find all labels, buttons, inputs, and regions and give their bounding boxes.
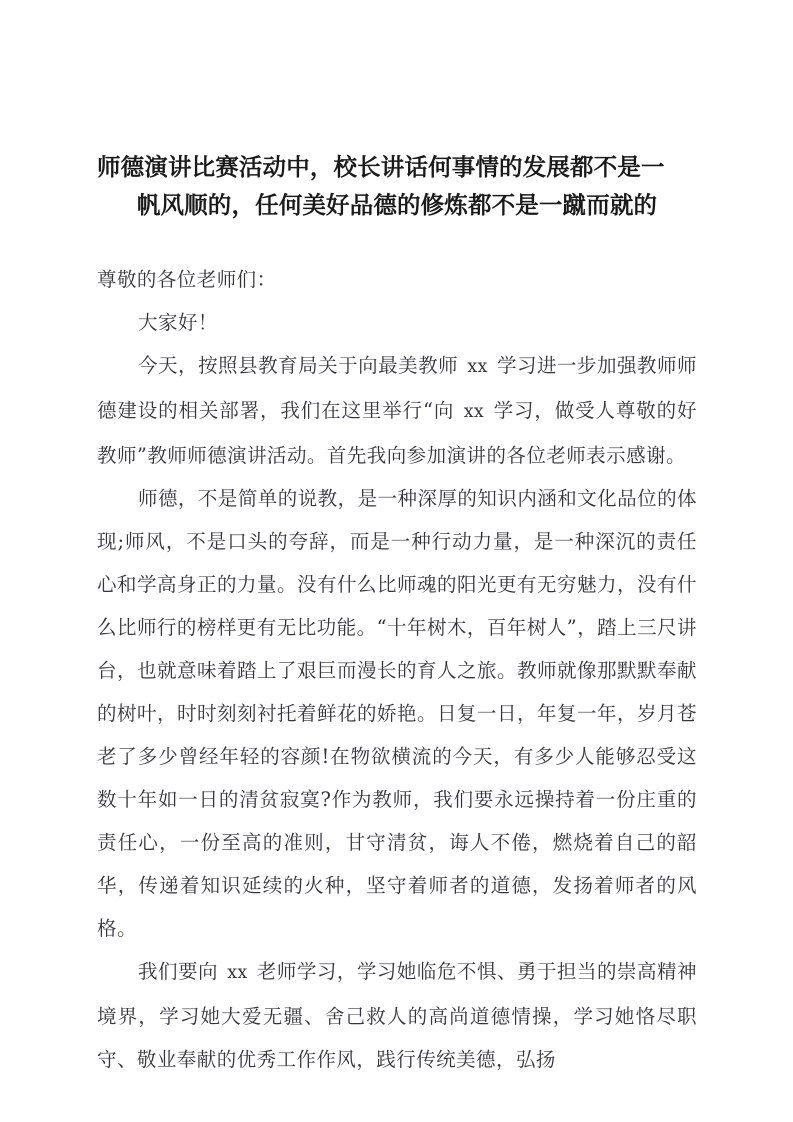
latin-run: xx xyxy=(227,963,248,983)
latin-run: xx xyxy=(467,357,488,377)
paragraph-learn-from-teacher: 我们要向 xx 老师学习，学习她临危不惧、勇于担当的崇高精神境界，学习她大爱无疆、舍己救人的高尚道德情操，学习她恪尽职守、敬业奉献的优秀工作作风，践行传统美德，弘扬 xyxy=(97,960,697,1071)
paragraph-greeting: 大家好！ xyxy=(138,311,218,334)
document-body xyxy=(97,258,697,1081)
paragraph-intro: 今天，按照县教育局关于向最美教师 xx 学习进一步加强教师师德建设的相关部署，我们在这里举行“向 xx 学习，做受人尊敬的好教师”教师师德演讲活动。首先我向参加演讲的各位老师表示感谢。 xyxy=(97,354,697,467)
paragraph-shide-body: 师德，不是简单的说教，是一种深厚的知识内涵和文化品位的体现;师风，不是口头的夸辞，而是一种行动力量，是一种深沉的责任心和学高身正的力量。没有什么比师魂的阳光更有无穷魅力，没有什么比师行的榜样更有无比功能。“十年树木，百年树人”，踏上三尺讲台，也就意味着踏上了艰巨而漫长的育人之旅。教师就像那默默奉献的树叶，时时刻刻衬托着鲜花的娇艳。日复一日，年复一年，岁月苍老了多少曾经年轻的容颜!在物欲横流的今天，有多少人能够忍受这数十年如一日的清贫寂寞?作为教师，我们要永远操持着一份庄重的责任心，一份至高的准则，甘守清贫，诲人不倦，燃烧着自己的韶华，传递着知识延续的火种，坚守着师者的道德，发扬着师者的风格。 xyxy=(97,487,697,940)
page-title-line-1: 师德演讲比赛活动中，校长讲话何事情的发展都不是一 xyxy=(97,154,665,180)
paragraph-salutation: 尊敬的各位老师们： xyxy=(97,268,277,291)
page-title-line-2: 帆风顺的，任何美好品德的修炼都不是一蹴而就的 xyxy=(136,192,658,218)
document-content xyxy=(97,148,697,1081)
latin-run: xx xyxy=(463,402,485,422)
page-title xyxy=(97,148,697,224)
